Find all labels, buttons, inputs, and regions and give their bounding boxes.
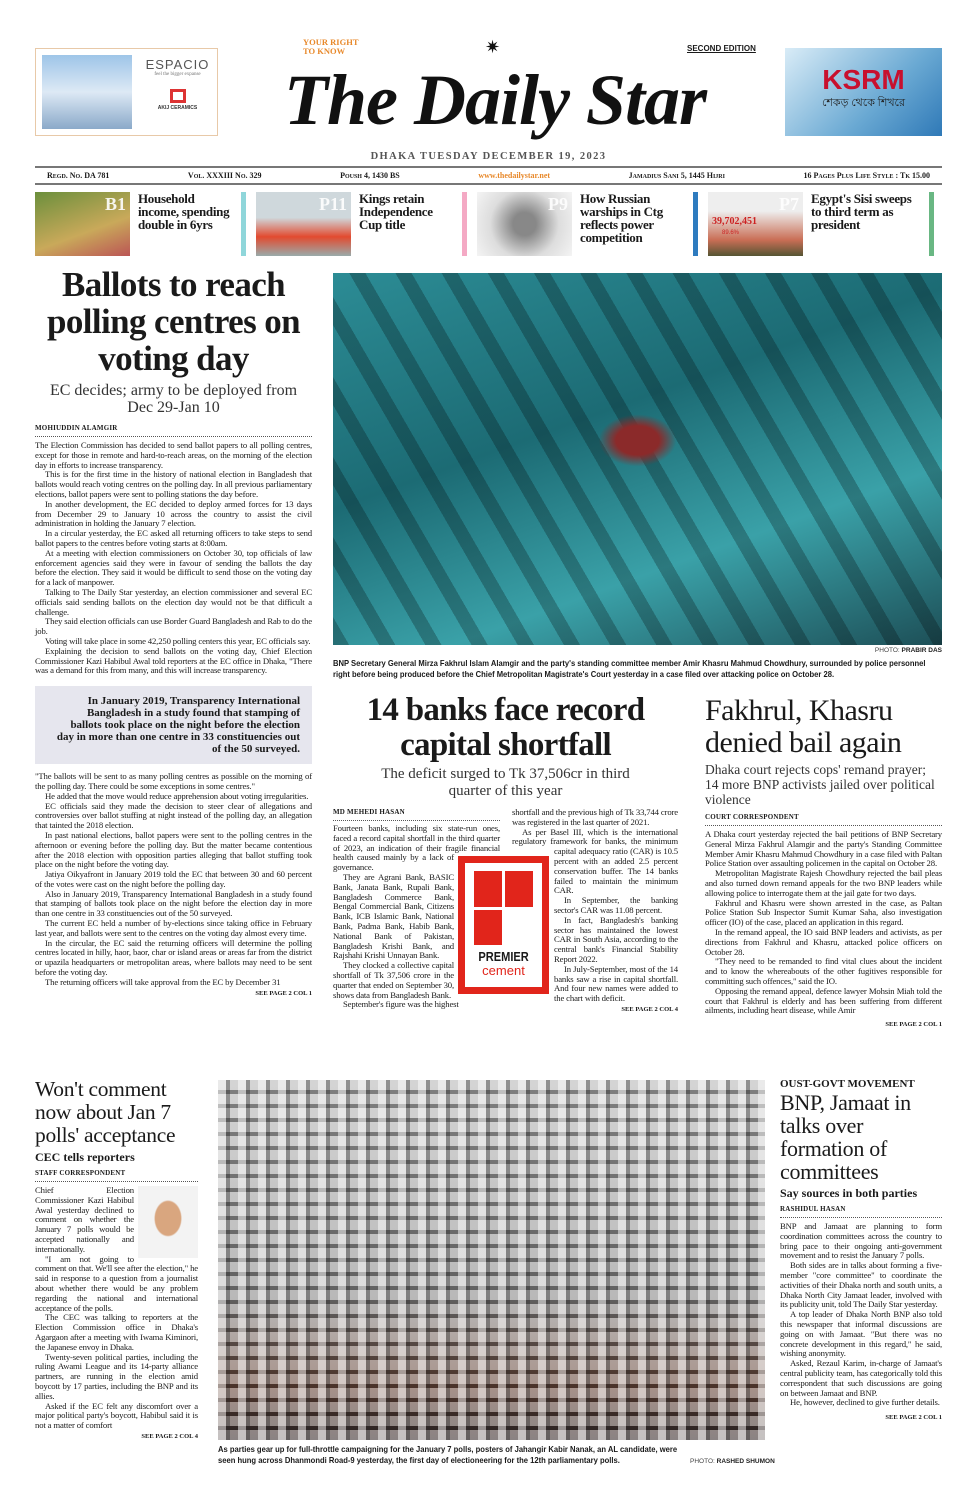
paragraph: He added that the move would reduce apprehension about voting irregularities. [45, 790, 309, 801]
page-label: P9 [548, 194, 568, 214]
teaser-item[interactable] [35, 192, 246, 256]
headline[interactable]: Ballots to reach polling centres on voting day [46, 265, 301, 378]
headline[interactable]: 14 banks face record capital shortfall [366, 692, 645, 763]
vote-count: 39,702,451 [712, 216, 757, 227]
logo-square [474, 871, 502, 907]
paragraph: Also in January 2019, Transparency International Bangladesh in a study found that stamping of ballots took place on the night before the election day in more than one centre in 33 constituencies out of the 50 surveyed. [35, 888, 312, 919]
byline: COURT CORRESPONDENT [705, 813, 942, 826]
dateline: DHAKA TUESDAY DECEMBER 19, 2023 [370, 151, 607, 162]
main-photo [333, 273, 942, 645]
photo-credit [690, 1457, 775, 1466]
paragraph: Fourteen banks, including six state-run ones, faced a record capital shortfall in the third quarter of 2023, an indication of their fragile financial health caused mainly by a lack of governance. [333, 823, 500, 873]
paragraph: Jatiya Oikyafront in January 2019 told the EC that between 30 and 60 percent of the votes were cast on the night before the polling day. [35, 869, 312, 889]
paragraph: The Election Commission has decided to send ballot papers to all polling centres, except for those in remote and hard-to-reach areas, on the morning of the election day in efforts to increase transparency. [35, 440, 312, 470]
teaser-title: Egypt's Sisi sweeps to third term as president [811, 191, 912, 232]
ad-espacio-image [42, 55, 132, 129]
page-label: P7 [779, 194, 799, 214]
paragraph: Twenty-seven political parties, including the ruling Awami League and its 14-party alliance partners, are running in the election amid boycott by 17 parties, including the BNP and its allies. [35, 1351, 198, 1401]
paragraph: In past national elections, ballot papers were sent to the polling centres in the afternoon or evening before the polling day. But the matter became contentious after the 2018 election with opposition parties alleging that ballot stuffing took place on the night before the voting day. [35, 829, 312, 870]
ad-brand: cement [482, 963, 525, 978]
paragraph: Opposing the remand appeal, defence lawyer Mohsin Miah told the court that Fakhrul is elderly and has been suffering from different ailments, including heart disease, while Amir [705, 985, 942, 1016]
registration-number: Regd. No. DA 781 [47, 171, 110, 180]
banks-story [333, 693, 678, 1013]
ad-ksrm[interactable] [785, 48, 942, 136]
kicker: OUST-GOVT MOVEMENT [780, 1078, 915, 1090]
article-body [35, 1186, 198, 1431]
star-icon: ✷ [485, 37, 501, 57]
fakhrul-story [705, 695, 942, 1028]
paragraph: shortfall and the previous high of Tk 33,744 crore was registered in the last quarter of 2021. [512, 807, 678, 827]
cec-story [35, 1078, 198, 1440]
divider [462, 192, 467, 256]
page-label: B1 [104, 194, 126, 214]
slogan: TO KNOW [303, 46, 346, 56]
teaser-title: How Russian warships in Ctg reflects power competition [580, 191, 663, 245]
paragraph: The returning officers will take approval from the EC by December 31 [45, 976, 281, 987]
vote-percent: 89.6% [722, 230, 740, 236]
headline[interactable]: BNP, Jamaat in talks over formation of committees [780, 1090, 911, 1184]
paragraph: A Dhaka court yesterday rejected the bail petitions of BNP Secretary General Mirza Fakhrul Alamgir and the party's Standing Committee Member Amir Khasru Mahmud Chowdhury in a case filed with Paltan Police Station over assaulting policemen in the capital on October 28. [705, 829, 942, 869]
masthead [215, 38, 775, 146]
paragraph: He, however, declined to give further details. [790, 1397, 940, 1408]
bnp-jamaat-story [780, 1078, 942, 1421]
jump-link[interactable]: SEE PAGE 2 COL 1 [885, 1414, 942, 1422]
paragraph: Asked, Rezaul Karim, in-charge of Jamaat's central publicity team, has categorically told this correspondent that such discussions are going on between Jamaat and BNP. [780, 1358, 942, 1398]
paragraph: Chief Election Commissioner Kazi Habibul Awal yesterday declined to comment on whether the January 7 polls would be accepted nationally and internationally. [35, 1185, 134, 1254]
paragraph: They are Agrani Bank, BASIC Bank, Janata Bank, Rupali Bank, Bangladesh Commerce Bank, Bengal Commercial Bank, Citizens Bank, ICB Islamic Bank, National Bank, Padma Bank, Habib Bank, National Bank of Pakistan, Bangladesh Krishi Bank, and Rajshahi Krishi Unnayan Bank. [333, 871, 454, 961]
byline: MD MEHEDI HASAN [333, 808, 500, 821]
website-link[interactable]: www.thedailystar.net [478, 171, 551, 180]
divider [241, 192, 246, 256]
deck: Dhaka court rejects cops' remand prayer; 14 more BNP activists jailed over political violence [705, 762, 935, 807]
divider [929, 192, 934, 256]
jump-link[interactable]: SEE PAGE 2 COL 4 [141, 1432, 198, 1440]
byline: RASHIDUL HASAN [780, 1205, 942, 1218]
article-body [705, 830, 942, 1016]
paragraph: In another development, the EC decided to deploy armed forces for 13 days from December 29 to January 10 across the country to assist the civil administration in holding the January 7 election. [35, 498, 312, 529]
masthead-logo: The Daily Star [283, 60, 706, 140]
credit-label: PHOTO: [690, 1458, 715, 1465]
logo-square [505, 871, 533, 907]
paragraph: "The ballots will be sent to as many polling centres as possible on the morning of the polling day. There could be some exceptions in some centres." [35, 771, 312, 791]
paragraph: EC officials said they made the decision to steer clear of allegations and controversies over ballot stuffing at night instead of the polling day, an allegation that tainted the 2018 election. [35, 800, 312, 831]
byline: MOHIUDDIN ALAMGIR [35, 424, 312, 437]
headline[interactable]: Won't comment now about Jan 7 polls' acceptance [35, 1077, 176, 1147]
paragraph: They clocked a collective capital shortfall of Tk 37,506 crore in the quarter that ended on September 30, shows data from Bangladesh Bank. [333, 960, 454, 1000]
ad-tagline: feel the bigger expanse [154, 72, 201, 77]
deck: Say sources in both parties [780, 1186, 918, 1200]
photo-credit [333, 646, 942, 655]
paragraph: The current EC held a number of by-elections since taking office in February last year, and ballots were sent to the centres on the voting day almost every time. [35, 918, 312, 938]
article-body [333, 823, 529, 1010]
article-body [35, 441, 312, 676]
credit-label: PHOTO: [874, 647, 900, 654]
deck: EC decides; army to be deployed from Dec 29-Jan 10 [49, 382, 298, 416]
price: 16 Pages Plus Life Style : Tk 15.00 [803, 171, 930, 180]
article-body [780, 1222, 942, 1408]
hijri-date: Jamadius Sani 5, 1445 Hijri [628, 171, 725, 180]
ad-tagline: শেকড় থেকে শিখরে [821, 97, 906, 109]
teaser-item[interactable] [477, 192, 698, 256]
logo-square [474, 910, 502, 946]
paragraph: Fakhrul and Khasru were shown arrested in the case, as Paltan Police Station Sub Inspector Sumit Kumar Saha, also investigation officer (IO) of the case, placed an application in this regard. [705, 897, 942, 928]
ad-premier-cement[interactable] [458, 856, 549, 994]
bangla-date: Poush 4, 1430 BS [340, 171, 400, 180]
paragraph: Asked if the EC felt any discomfort over a major political party's boycott, Habibul said it is not a matter of comfort [35, 1400, 198, 1431]
article-body [35, 772, 312, 988]
paragraph: They said election officials can use Border Guard Bangladesh and Rab to do the job. [35, 616, 312, 637]
paragraph: Both sides are in talks about forming a five-member "core committee" to coordinate the activities of their Dhaka north and south units, a Dhaka North City Jamaat leader, involved with its publicity unit, told The Daily Star yesterday. [780, 1260, 942, 1310]
paragraph: In the remand appeal, the IO said BNP leaders and activists, as per directions from Fakhrul and Khasru, attacked police officers on October 28. [705, 926, 942, 957]
ad-brand: ESPACIO [145, 57, 210, 72]
ad-espacio[interactable] [35, 48, 218, 136]
paragraph: Voting will take place in some 42,250 polling centers this year, EC officials say. [45, 635, 311, 646]
deck: The deficit surged to Tk 37,506cr in third quarter of this year [381, 766, 630, 799]
teaser-title: Kings retain Independence Cup title [359, 191, 433, 232]
page-label: P11 [318, 194, 347, 214]
byline: STAFF CORRESPONDENT [35, 1169, 198, 1182]
jump-link[interactable]: SEE PAGE 2 COL 1 [885, 1021, 942, 1029]
akij-logo [170, 89, 186, 103]
photo-caption: BNP Secretary General Mirza Fakhrul Islam Alamgir and the party's standing committee member Amir Khasru Mahmud Chowdhury, surrounded by police personnel right before being produced before the Chief Metropolitan Magistrate's Court yesterday in a case filed over attacking police on October 28. [333, 659, 926, 679]
paragraph: BNP and Jamaat are planning to form coordination committees across the country to bring pace to their ongoing anti-government movement and to resist the January 7 polls. [780, 1221, 942, 1261]
ad-maker: AKIJ CERAMICS [157, 105, 198, 111]
ad-brand: KSRM [822, 64, 905, 95]
photographer: PRABIR DAS [901, 647, 942, 654]
jump-link[interactable]: SEE PAGE 2 COL 1 [255, 989, 312, 997]
paragraph: The CEC was talking to reporters at the Election Commission office in Dhaka's Agargaon after a meeting with Iwama Kiminori, the Japanese envoy in Dhaka. [35, 1312, 198, 1352]
paragraph: In September, the banking sector's CAR was 11.08 percent. [554, 895, 678, 915]
paragraph: September's figure was the highest [343, 999, 459, 1010]
paragraph: At a meeting with election commissioners on October 30, top officials of law enforcement agencies said they were in favour of sending the ballots the day before the election. They said it would be difficult to send those on the voting day for a lack of manpower. [35, 547, 312, 588]
paragraph: "I am not going to comment on that. We'll see after the election," he said in response to a question from a journalist about whether there would be any problem regarding the national and international acceptance of the polls. [35, 1253, 198, 1313]
pull-quote: In January 2019, Transparency International Bangladesh in a study found that stamping of ballots took place on the night before the election day in more than one centre in 33 constituencies out of the 50 surveyed. [35, 686, 312, 764]
lead-story [35, 266, 312, 997]
bottom-photo [218, 1080, 765, 1440]
ad-brand: PREMIER [478, 949, 529, 964]
photographer: RASHED SHUMON [716, 1458, 775, 1465]
teaser-item[interactable] [256, 192, 467, 256]
paragraph: In July-September, most of the 14 banks saw a rise in capital shortfall. And four new names were added to the chart with deficit. [554, 963, 678, 1004]
paragraph: "They need to be remanded to find vital clues about the incident and to know the whereabouts of the other fugitives responsible for committing such offences," said the IO. [705, 956, 942, 986]
divider [693, 192, 698, 256]
paragraph: This is for the first time in the history of national election in Bangladesh that ballots would reach voting centres on the polling day. In all previous parliamentary elections, ballot papers were sent to polling stations the day before. [35, 469, 312, 499]
cec-portrait [138, 1186, 198, 1258]
volume-number: Vol. XXXIII No. 329 [187, 171, 262, 180]
teaser-title: Household income, spending double in 6yrs [138, 191, 230, 232]
teaser-strip [35, 192, 945, 256]
edition-label: SECOND EDITION [687, 44, 756, 53]
paragraph: Explaining the decision to send ballots on the voting day, Chief Election Commissioner Kazi Habibul Awal told reporters at the EC office in Dhaka, "There was a demand for this from many, and this will increase transparency. [35, 645, 312, 676]
paragraph: Metropolitan Magistrate Rajesh Chowdhury rejected the bail pleas and also turned down remand appeals for the two BNP leaders while allowing police to interrogate them at the jail gate for two days. [705, 868, 942, 898]
paragraph: In a circular yesterday, the EC asked all returning officers to take steps to send ballot papers to the centres before voting starts at 8:00am. [35, 528, 312, 548]
paragraph: A top leader of Dhaka North BNP also told this newspaper that informal discussions are going on with Jamaat. "But there was no concrete development in this regard," he said, wishing anonymity. [780, 1309, 942, 1359]
jump-link[interactable]: SEE PAGE 2 COL 4 [621, 1005, 678, 1013]
info-row [35, 166, 942, 185]
deck: CEC tells reporters [35, 1150, 135, 1164]
teaser-item[interactable] [708, 192, 934, 256]
paragraph: As per Basel III, which is the international regulatory framework for banks, the minimum capital adequacy ratio (CAR) is 10.5 percent with an added 2.5 percent conservation buffer. The 14 banks failed to maintain the minimum CAR. [512, 826, 678, 896]
photo-caption: As parties gear up for full-throttle campaigning for the January 7 polls, posters of Jahangir Kabir Nanak, an AL candidate, were seen hung across Dhanmondi Road-9 yesterday, the first day of electioneering for the 12th parliamentary polls. [218, 1445, 678, 1465]
slogan: YOUR RIGHT [303, 37, 359, 47]
paragraph: Talking to The Daily Star yesterday, an election commissioner and several EC officials said sending ballots on the election day would not be that difficult a challenge. [35, 586, 312, 617]
paragraph: In fact, Bangladesh's banking sector has maintained the lowest CAR in South Asia, according to the central bank's Financial Stability Report 2022. [554, 914, 678, 964]
paragraph: In the circular, the EC said the returning officers will determine the polling centres located in hilly, haor, baor, char or island areas or areas far from the district or upazila headquarters or metropolitan areas, where ballots may need to be sent before the voting day. [35, 937, 312, 978]
headline[interactable]: Fakhrul, Khasru denied bail again [705, 694, 902, 759]
